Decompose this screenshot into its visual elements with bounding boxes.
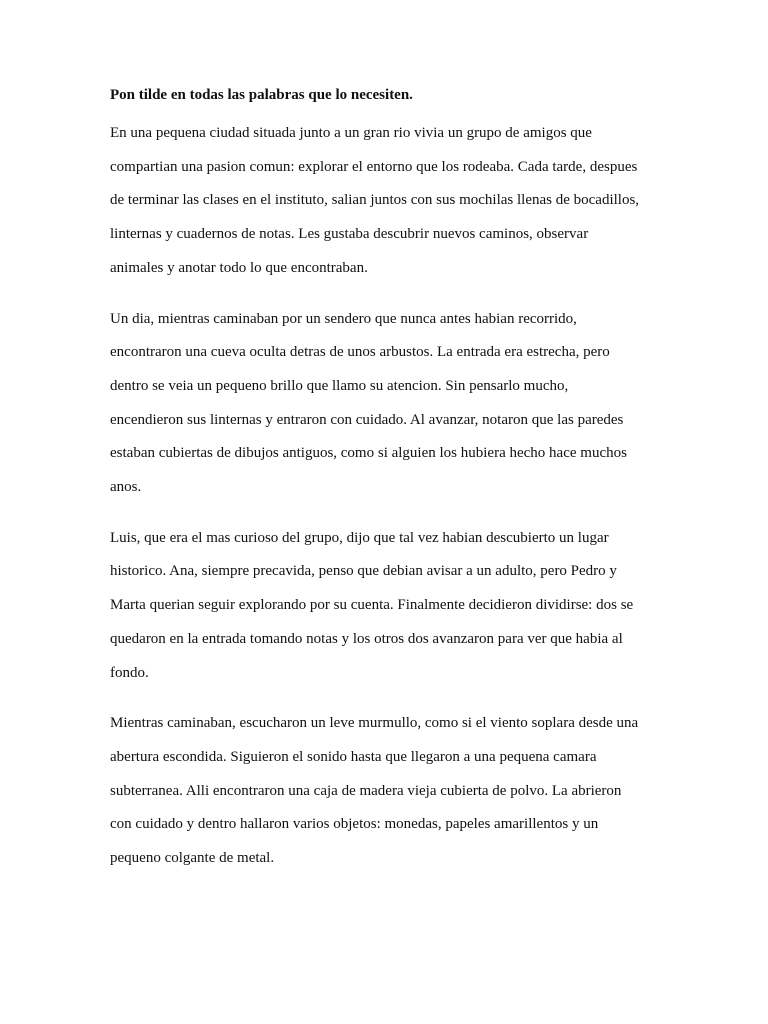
text-line: animales y anotar todo lo que encontraban. <box>110 259 368 276</box>
text-line: estaban cubiertas de dibujos antiguos, como si alguien los hubiera hecho hace muchos <box>110 445 627 462</box>
text-line: fondo. <box>110 664 149 681</box>
document-body <box>110 84 670 893</box>
paragraph-1 <box>110 117 670 286</box>
text-line: En una pequena ciudad situada junto a un gran rio vivia un grupo de amigos que <box>110 125 592 141</box>
text-line: linternas y cuadernos de notas. Les gustaba descubrir nuevos caminos, observar <box>110 226 589 243</box>
text-line: de terminar las clases en el instituto, salian juntos con sus mochilas llenas de bocadillos, <box>110 192 640 209</box>
text-line: Luis, que era el mas curioso del grupo, dijo que tal vez habian descubierto un lugar <box>110 529 609 546</box>
paragraph-4 <box>110 707 670 876</box>
text-line: anos. <box>110 479 142 496</box>
text-line: Un dia, mientras caminaban por un sendero que nunca antes habian recorrido, <box>110 310 577 327</box>
text-line: Mientras caminaban, escucharon un leve murmullo, como si el viento soplara desde una <box>110 715 639 732</box>
text-line: encontraron una cueva oculta detras de unos arbustos. La entrada era estrecha, pero <box>110 344 610 361</box>
text-line: abertura escondida. Siguieron el sonido hasta que llegaron a una pequena camara <box>110 748 597 765</box>
paragraph-3 <box>110 522 670 691</box>
text-line: dentro se veia un pequeno brillo que llamo su atencion. Sin pensarlo mucho, <box>110 377 569 394</box>
text-line: con cuidado y dentro hallaron varios objetos: monedas, papeles amarillentos y un <box>110 816 599 833</box>
exercise-title: Pon tilde en todas las palabras que lo necesiten. <box>110 87 413 103</box>
text-line: quedaron en la entrada tomando notas y los otros dos avanzaron para ver que habia al <box>110 630 623 647</box>
text-line: subterranea. Alli encontraron una caja de madera vieja cubierta de polvo. La abrieron <box>110 782 622 799</box>
text-line: pequeno colgante de metal. <box>110 850 275 867</box>
text-line: historico. Ana, siempre precavida, penso que debian avisar a un adulto, pero Pedro y <box>110 563 617 580</box>
text-line: compartian una pasion comun: explorar el entorno que los rodeaba. Cada tarde, despues <box>110 158 638 175</box>
text-line: Marta querian seguir explorando por su cuenta. Finalmente decidieron dividirse: dos se <box>110 597 634 614</box>
text-line: encendieron sus linternas y entraron con cuidado. Al avanzar, notaron que las paredes <box>110 411 624 428</box>
paragraph-2 <box>110 303 670 505</box>
